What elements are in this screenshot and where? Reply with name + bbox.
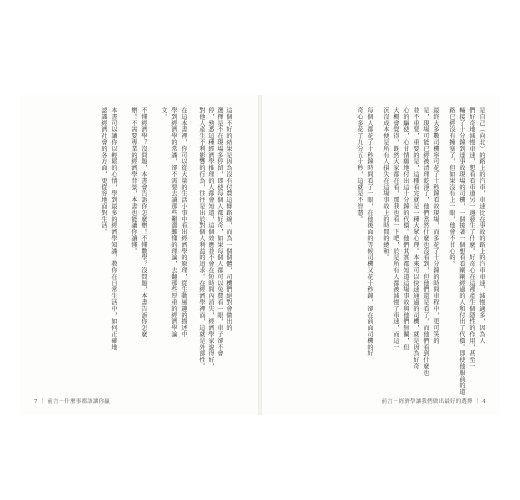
text-column: 這個不好的結果是因為沒有付費這條路線，而為一個個體，司機們絕對會做出的: [225, 107, 232, 331]
text-column: 文。: [160, 107, 167, 120]
text-column: 並不重要，重要的是，這種看完就是一種大眾心理。本來可以快速通過的司機，就是因為好奇: [412, 107, 419, 370]
text-column: 停，熟悉這種經濟學推理的人都會知道，這個效應並不會在短時間內消失，經濟學家說得好，: [207, 107, 214, 370]
text-column: 認識經濟社會的各方面，更從容地面對生活。: [100, 107, 107, 235]
text-column: 對他人產生不利影響的行為，往往是出於對個人利益的追求。在經濟學裡面，這就是外部性。: [198, 107, 205, 370]
text-column: 輛接了十分鐘到達事故現場的司機，一個接著一個想看看剛剛經過的人和付出了代價。即使他服前的道: [458, 107, 465, 395]
left-page: [20, 95, 260, 415]
text-column: 在這本書裡，你可以從大量的生活小事中看出經濟學的原理，從生動風趣的描述中: [180, 107, 187, 338]
text-column: 是，現場可能已經被清理乾淨了，他們當然什麼也沒看到，但他們還是看了，而他們看到什麼也: [422, 107, 429, 376]
text-column: 每個人都花了十秒鐘時間看了一眼，在他後面的等候司機又花十秒鐘，卻在前面司機的好: [366, 107, 373, 357]
text-column: 心的驅使，心甘情願地付出這十分鐘的代價。他們其實都知道這場事故與他們無關，但: [402, 107, 409, 351]
text-column: 是自己（向北）的路上的汽車，車速比在事故的路上的汽車車速，減慢適多，因為人: [478, 107, 485, 344]
text-column: 學到經濟學的常識，卻不需要去讀那些艱澀難懂的理論，去翻那些厚重的經濟學論: [170, 107, 177, 338]
text-column: 奇心多花了九分五十秒，這就是不智慧。: [356, 107, 363, 223]
text-column: 沉沒成本便是所有人損失在這場事故上的時間的總和。: [382, 107, 389, 261]
page-footer: 7 ｜ 前言－什麼事都該讓你贏: [34, 399, 110, 405]
text-column: 選擇是不在現場多停留，即使每個人都好奇，如果每個人都可以免費看一眼，車子卻不會: [216, 107, 223, 357]
text-column: 最終大多數司機寧可花了十秒鐘看故現場，而多花了十分鐘的時間車程中，更可笑的: [432, 107, 439, 344]
text-column: 不懂經濟學？沒問題，本書會告訴你怎麼辦！不懂數學？沒問題，本書告訴你怎麼: [140, 107, 147, 338]
page-footer: 前言－經濟學讓我們做出最好的選擇 ｜ 4: [381, 399, 486, 405]
book-spread: [20, 95, 500, 415]
text-column: 本書可以讓你以輕鬆的心情，學到最多的經濟學知識，教你在日常生活中，如何正確地: [110, 107, 117, 351]
right-page: [260, 95, 500, 415]
text-column: 們好奇地減慢車速，想看看車道另一邊發生了什麼。好奇心在這裡產生個隱性的作用，甚至一: [468, 107, 475, 370]
text-column: 路已經沒有擁塞了，但如果沒有上一眼，他會不甘心的。: [448, 107, 455, 267]
text-column: 辦！不需要專業的經濟學背景，本書也能讓你讀懂。: [130, 107, 137, 255]
text-column: 大概會覺得，既然大家都在看，那我也看一下吧，於是所有人都被減慢了車速，而這一: [392, 107, 399, 351]
